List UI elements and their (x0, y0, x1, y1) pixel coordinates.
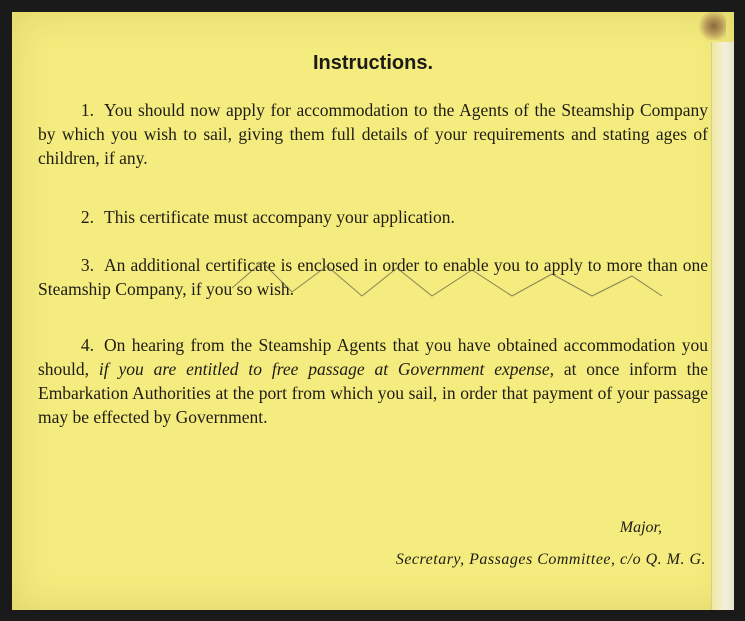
document-title: Instructions. (312, 52, 433, 74)
instruction-number: 1. (80, 100, 94, 120)
instruction-text: This certificate must accompany your application. (104, 207, 455, 227)
instruction-text: On hearing from the Steamship Agents that you have obtained accommodation you should, (38, 335, 708, 379)
paper-stain (696, 12, 726, 40)
instruction-item-1 (38, 98, 708, 170)
paper-edge-strip (711, 42, 734, 610)
instruction-number: 4. (80, 335, 94, 355)
certificate-card (12, 12, 734, 610)
instruction-text: An additional certificate is enclosed in order to enable you to apply to more than one Steamship Company, if you so wish. (38, 255, 708, 299)
instruction-item-2 (38, 205, 708, 229)
signature-rank: Major, (619, 519, 662, 536)
instruction-text: You should now apply for accommodation to the Agents of the Steamship Company by which you wish to sail, giving them full details of your requirements and stating ages of children, if any. (38, 100, 708, 168)
instruction-number: 3. (80, 255, 94, 275)
instruction-text: at once inform the Embarkation Authorities at the port from which you sail, in order that payment of your passage may be effected by Government. (38, 359, 709, 427)
instruction-number: 2. (80, 207, 94, 227)
instruction-item-4 (38, 333, 708, 429)
signature-title: Secretary, Passages Committee, c/o Q. M. G. (395, 551, 706, 568)
instruction-text-italic: if you are entitled to free passage at Government expense, (98, 359, 554, 379)
instruction-item-3 (38, 253, 708, 301)
